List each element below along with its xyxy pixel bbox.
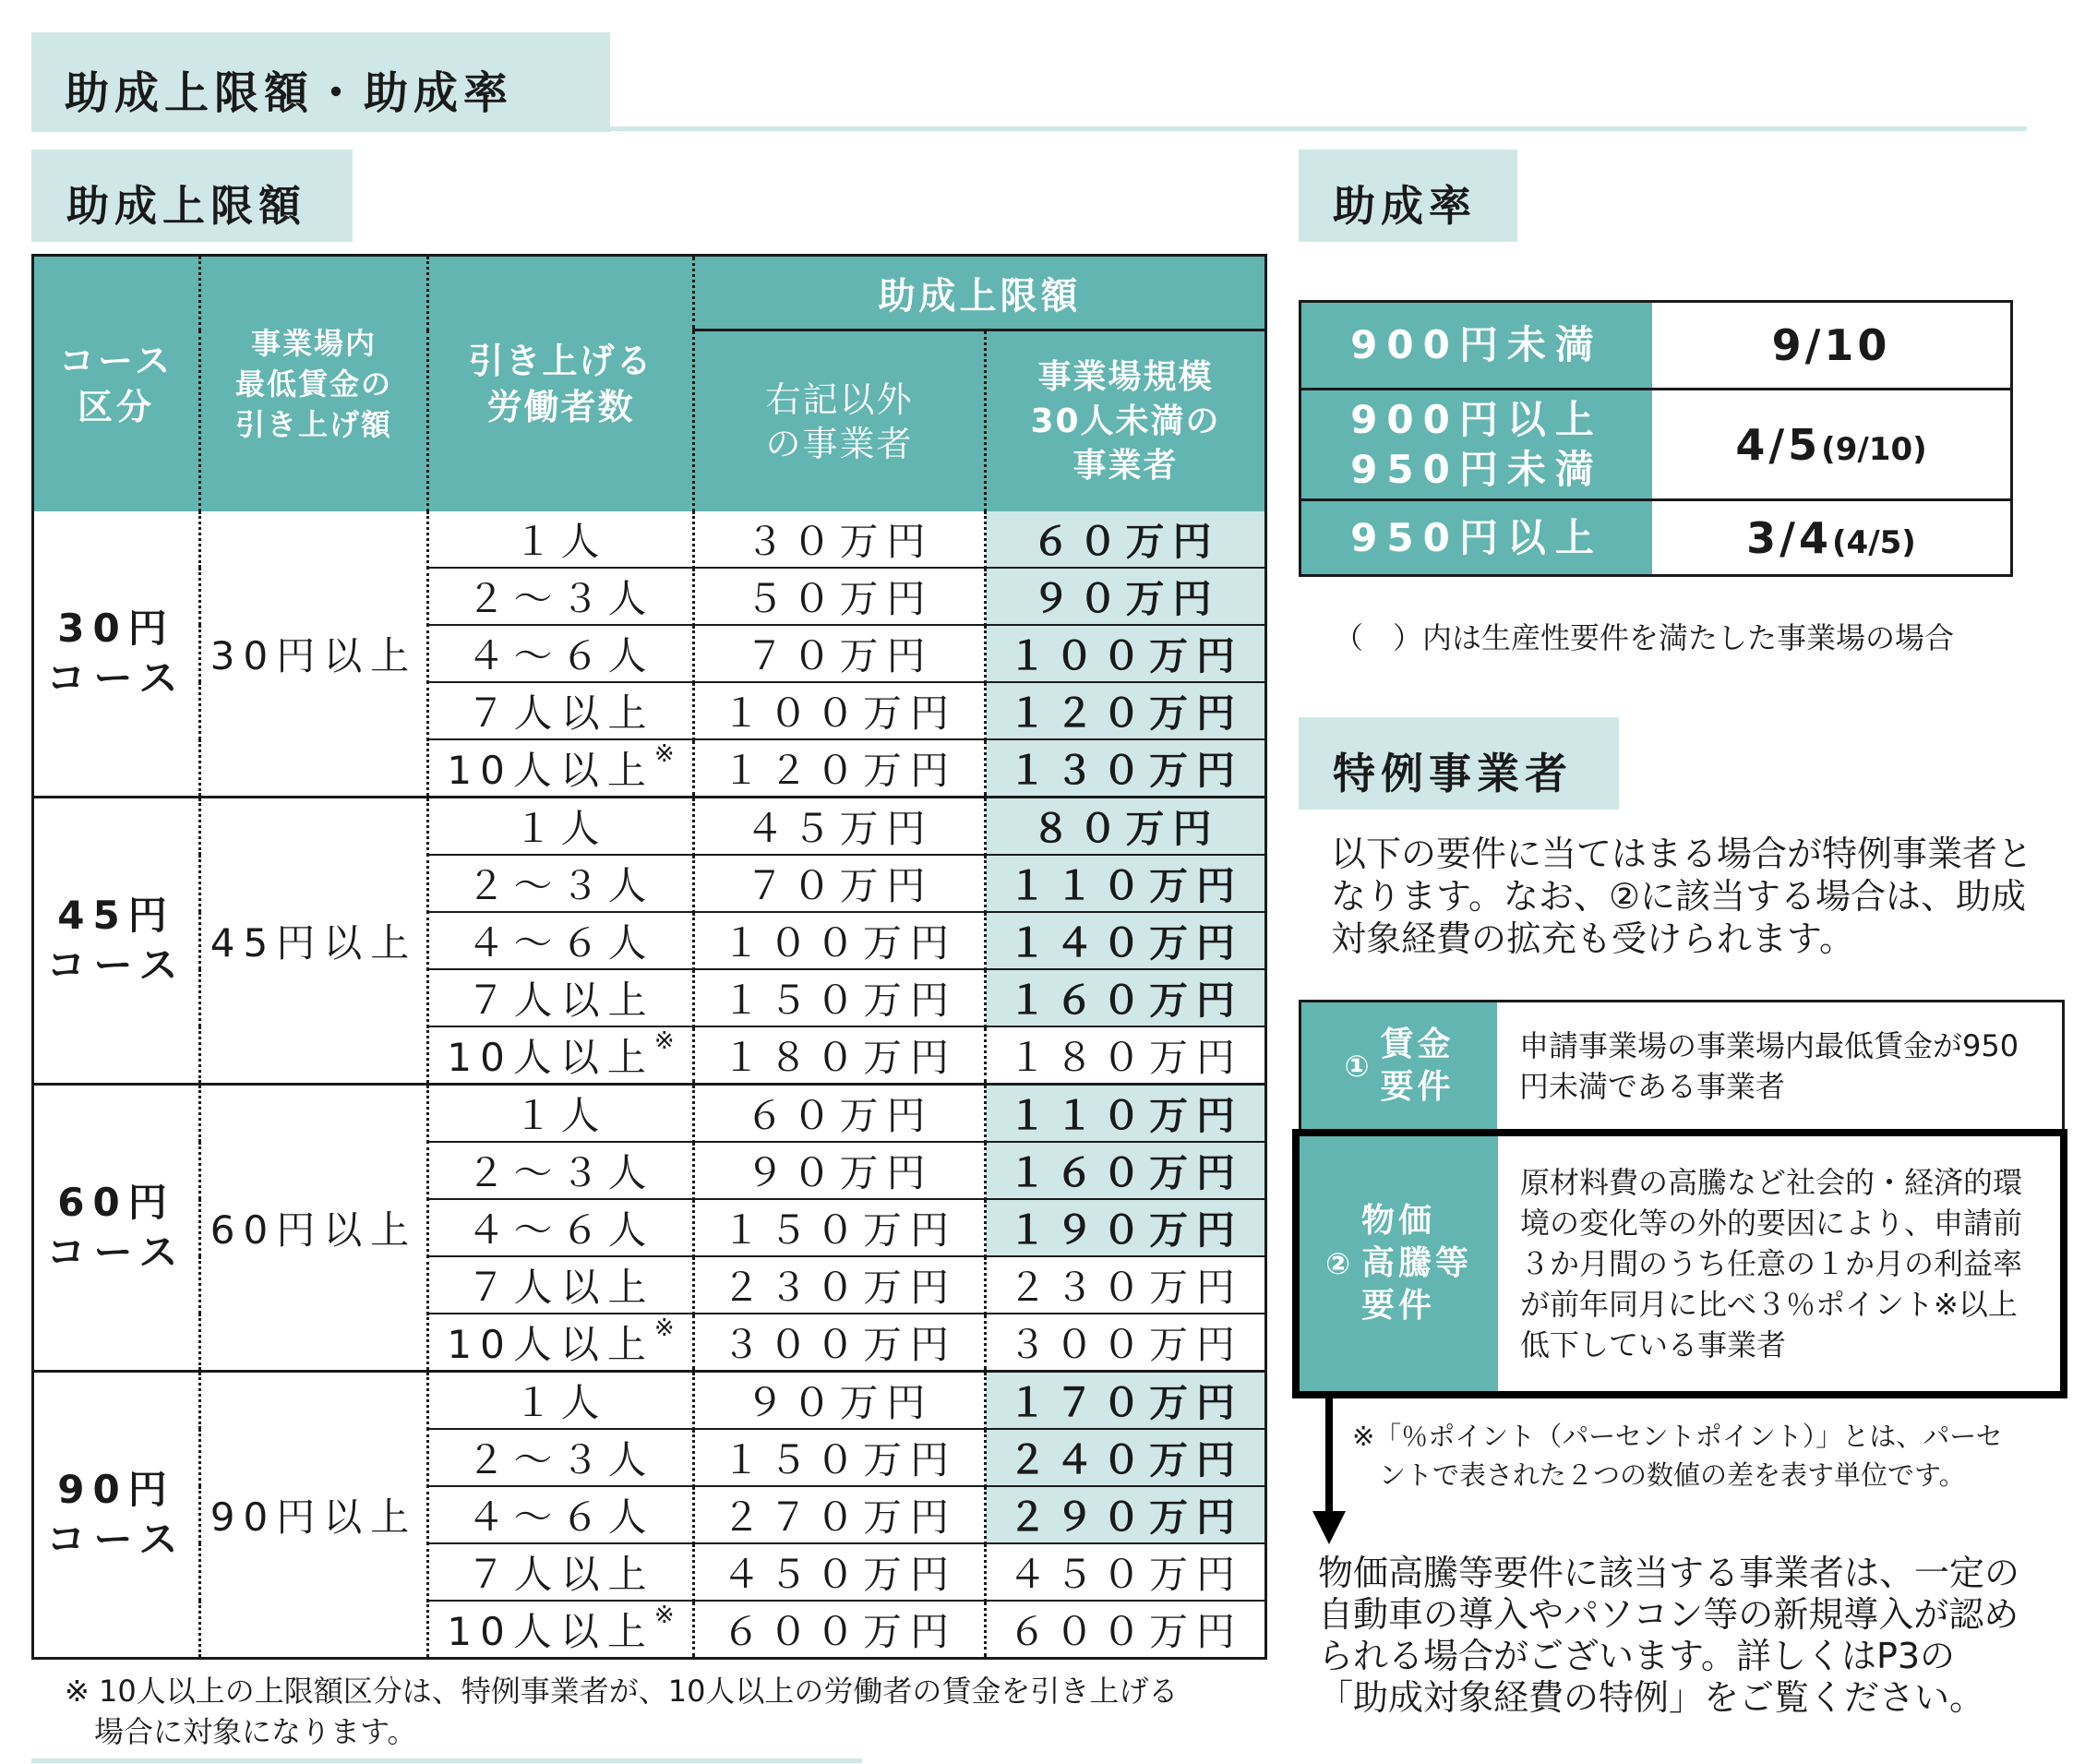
workers-cell (428, 1142, 694, 1199)
workers-text: ４～６人 (466, 920, 655, 966)
rate-value-main: 9/10 (1771, 320, 1891, 370)
small-limit-cell: ６０万円 (986, 511, 1266, 568)
workers-cell (428, 1085, 694, 1143)
min-wage-cell: 60円以上 (200, 1085, 428, 1372)
rate-table (1299, 300, 2013, 577)
header-small: 事業場規模 30人未満の 事業者 (986, 330, 1266, 512)
down-arrow-icon (1311, 1398, 1348, 1550)
workers-text: ４～６人 (466, 1494, 655, 1540)
workers-cell (428, 1256, 694, 1314)
small-limit-cell: ８０万円 (986, 798, 1266, 856)
small-limit-cell: １１０万円 (986, 855, 1266, 912)
min-wage-cell: 45円以上 (200, 798, 428, 1085)
min-wage-cell: 30円以上 (200, 511, 428, 798)
workers-cell (428, 568, 694, 625)
workers-cell (428, 1372, 694, 1430)
other-limit-cell: ２３０万円 (694, 1256, 986, 1314)
small-limit-cell: １８０万円 (986, 1026, 1266, 1085)
workers-cell (428, 625, 694, 682)
small-limit-cell: １１０万円 (986, 1085, 1266, 1143)
limit-table-body (33, 511, 1266, 1659)
rate-value-main: 3/4 (1746, 512, 1832, 563)
requirement-number: ① (1344, 1048, 1370, 1084)
rate-row (1300, 302, 2012, 390)
workers-text: ７人以上 (466, 978, 655, 1023)
workers-note-mark: ※ (653, 740, 675, 768)
rate-value-main: 4/5 (1735, 419, 1822, 470)
other-limit-cell: ２７０万円 (694, 1486, 986, 1543)
workers-text: ７人以上 (466, 690, 655, 736)
small-limit-cell: ９０万円 (986, 568, 1266, 625)
workers-cell (428, 912, 694, 969)
rate-value-note: (9/10) (1821, 430, 1927, 468)
rate-row (1300, 390, 2012, 500)
header-workers: 引き上げる 労働者数 (428, 256, 694, 512)
header-other: 右記以外 の事業者 (694, 330, 986, 512)
workers-text: 10人以上 (447, 1035, 654, 1080)
special-intro: 以下の要件に当てはまる場合が特例事業者と なります。なお、②に該当する場合は、助成 対象経費の拡充も受けられます。 (1331, 834, 2033, 959)
workers-text: １人 (513, 1380, 608, 1425)
header-course: コース 区分 (33, 256, 200, 512)
limit-footnote: ※ 10人以上の上限額区分は、特例事業者が、10人以上の労働者の賃金を引き上げる 場合に対象になります。 (65, 1674, 1179, 1749)
min-wage-cell: 90円以上 (200, 1372, 428, 1659)
table-row (33, 511, 1266, 568)
rate-row (1300, 500, 2012, 576)
limit-section-title: 助成上限額 (66, 181, 306, 231)
workers-cell (428, 798, 694, 856)
rate-section-title: 助成率 (1333, 181, 1477, 231)
small-limit-cell: ２３０万円 (986, 1256, 1266, 1314)
page-title-underline (610, 126, 2027, 131)
other-limit-cell: ３０万円 (694, 511, 986, 568)
small-limit-cell: ２４０万円 (986, 1429, 1266, 1486)
course-cell: 30円 コース (33, 511, 200, 798)
small-limit-cell: ３００万円 (986, 1314, 1266, 1372)
course-cell: 45円 コース (33, 798, 200, 1085)
workers-cell (428, 855, 694, 912)
other-limit-cell: ６００万円 (694, 1601, 986, 1659)
workers-text: １人 (513, 1093, 608, 1138)
other-limit-cell: １２０万円 (694, 739, 986, 798)
requirement-label-text: 物価 高騰等 要件 (1361, 1202, 1473, 1325)
table-row (33, 1085, 1266, 1143)
workers-cell (428, 1429, 694, 1486)
small-limit-cell: １２０万円 (986, 682, 1266, 739)
table-row (33, 798, 1266, 856)
workers-text: ２～３人 (466, 863, 655, 908)
other-limit-cell: ３００万円 (694, 1314, 986, 1372)
requirement-wage-text: 申請事業場の事業場内最低賃金が950 円未満である事業者 (1519, 1027, 2019, 1104)
small-limit-cell: １３０万円 (986, 739, 1266, 798)
workers-text: 10人以上 (447, 1609, 654, 1654)
workers-text: ４～６人 (466, 633, 655, 678)
workers-text: １人 (513, 806, 608, 851)
workers-text: 10人以上 (447, 1322, 654, 1367)
workers-text: ２～３人 (466, 1150, 655, 1195)
workers-text: ２～３人 (466, 576, 655, 621)
requirement-wage-label (1301, 1002, 1497, 1129)
table-row (33, 1372, 1266, 1430)
workers-text: ２～３人 (466, 1437, 655, 1482)
other-limit-cell: １００万円 (694, 912, 986, 969)
workers-text: 10人以上 (447, 748, 654, 793)
small-limit-cell: ６００万円 (986, 1601, 1266, 1659)
small-limit-cell: １６０万円 (986, 969, 1266, 1026)
header-limit: 助成上限額 (694, 256, 1266, 330)
course-cell: 60円 コース (33, 1085, 200, 1372)
workers-text: ７人以上 (466, 1552, 655, 1597)
workers-cell (428, 1486, 694, 1543)
workers-cell (428, 1543, 694, 1601)
requirement-wage (1299, 1000, 2065, 1129)
rate-value-note: (4/5) (1832, 523, 1916, 561)
header-min-wage: 事業場内 最低賃金の 引き上げ額 (200, 256, 428, 512)
rate-label: 950円以上 (1300, 500, 1653, 576)
rate-value (1652, 390, 2012, 500)
other-limit-cell: １００万円 (694, 682, 986, 739)
other-limit-cell: １５０万円 (694, 969, 986, 1026)
limit-table (31, 254, 1267, 1660)
bottom-rule (31, 1758, 862, 1763)
requirement-number: ② (1324, 1246, 1351, 1281)
other-limit-cell: ９０万円 (694, 1372, 986, 1430)
workers-note-mark: ※ (653, 1314, 675, 1342)
rate-label: 900円未満 (1300, 302, 1653, 390)
workers-cell (428, 1199, 694, 1256)
workers-note-mark: ※ (653, 1602, 675, 1629)
special-section-title: 特例事業者 (1333, 749, 1573, 798)
other-limit-cell: ６０万円 (694, 1085, 986, 1143)
rate-value (1652, 500, 2012, 576)
requirement-label-text: 賃金 要件 (1380, 1025, 1455, 1106)
other-limit-cell: ５０万円 (694, 568, 986, 625)
requirement-price (1292, 1129, 2067, 1398)
requirement-price-label (1300, 1136, 1498, 1391)
other-limit-cell: １５０万円 (694, 1429, 986, 1486)
other-limit-cell: ９０万円 (694, 1142, 986, 1199)
special-bottom-text: 物価高騰等要件に該当する事業者は、一定の 自動車の導入やパソコン等の新規導入が認め られる場合がございます。詳しくはP3の 「助成対象経費の特例」をご覧ください。 (1318, 1553, 2020, 1718)
workers-text: ７人以上 (466, 1265, 655, 1310)
small-limit-cell: ２９０万円 (986, 1486, 1266, 1543)
rate-label: 900円以上 950円未満 (1300, 390, 1653, 500)
rate-value (1652, 302, 2012, 390)
percent-point-note: ※「％ポイント（パーセントポイント）」とは、パーセ ントで表された２つの数値の差を表す単位です。 (1352, 1421, 2003, 1491)
small-limit-cell: １６０万円 (986, 1142, 1266, 1199)
small-limit-cell: １００万円 (986, 625, 1266, 682)
other-limit-cell: ７０万円 (694, 855, 986, 912)
workers-cell (428, 511, 694, 568)
other-limit-cell: １５０万円 (694, 1199, 986, 1256)
workers-cell (428, 1601, 694, 1659)
workers-cell (428, 682, 694, 739)
workers-cell (428, 969, 694, 1026)
course-cell: 90円 コース (33, 1372, 200, 1659)
workers-text: ４～６人 (466, 1207, 655, 1253)
other-limit-cell: ７０万円 (694, 625, 986, 682)
small-limit-cell: １９０万円 (986, 1199, 1266, 1256)
workers-cell (428, 1026, 694, 1085)
small-limit-cell: １４０万円 (986, 912, 1266, 969)
small-limit-cell: １７０万円 (986, 1372, 1266, 1430)
rate-note: （ ）内は生産性要件を満たした事業場の場合 (1334, 620, 1955, 655)
other-limit-cell: １８０万円 (694, 1026, 986, 1085)
other-limit-cell: ４５０万円 (694, 1543, 986, 1601)
workers-cell (428, 739, 694, 798)
requirement-price-text: 原材料費の高騰など社会的・経済的環 境の変化等の外的要因により、申請前 ３か月間のうち任意の１か月の利益率 が前年同月に比べ３％ポイント※以上 低下している事業者 (1520, 1165, 2023, 1362)
workers-note-mark: ※ (653, 1027, 675, 1055)
other-limit-cell: ４５万円 (694, 798, 986, 856)
page-title: 助成上限額・助成率 (65, 67, 514, 119)
small-limit-cell: ４５０万円 (986, 1543, 1266, 1601)
workers-cell (428, 1314, 694, 1372)
workers-text: １人 (513, 519, 608, 564)
